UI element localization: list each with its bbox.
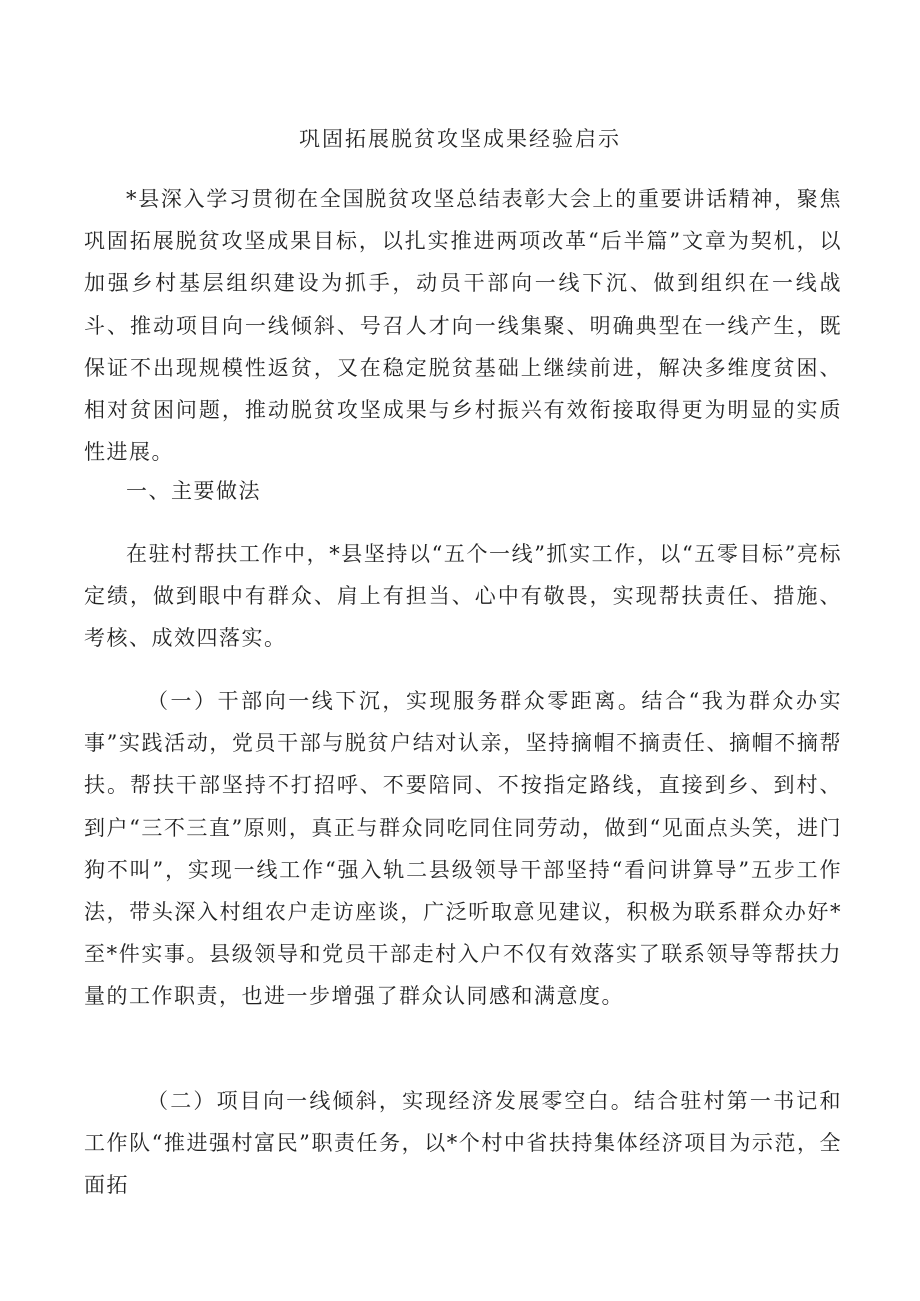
- item-1-paragraph: （一）干部向一线下沉，实现服务群众零距离。结合“我为群众办实事”实践活动，党员干部与脱贫户结对认亲，坚持摘帽不摘责任、摘帽不摘帮扶。帮扶干部坚持不打招呼、不要陪同、不按指定路线，直接到乡、到村、到户“三不三直”原则，真正与群众同吃同住同劳动，做到“见面点头笑，进门狗不叫”，实现一线工作“强入轨二县级领导干部坚持“看问讲算导”五步工作法，带头深入村组农户走访座谈，广泛听取意见建议，积极为联系群众办好*至*件实事。县级领导和党员干部走村入户不仅有效落实了联系领导等帮扶力量的工作职责，也进一步增强了群众认同感和满意度。: [84, 689, 842, 1009]
- section-summary-paragraph: 在驻村帮扶工作中，*县坚持以“五个一线”抓实工作，以“五零目标”亮标定绩，做到眼中有群众、肩上有担当、心中有敬畏，实现帮扶责任、措施、考核、成效四落实。: [84, 542, 842, 651]
- document-title: 巩固拓展脱贫攻坚成果经验启示: [299, 127, 621, 151]
- section-heading-main-practices: 一、主要做法: [126, 479, 261, 503]
- item-2-paragraph: （二）项目向一线倾斜，实现经济发展零空白。结合驻村第一书记和工作队“推进强村富民”职责任务，以*个村中省扶持集体经济项目为示范，全面拓: [84, 1089, 842, 1198]
- intro-paragraph: *县深入学习贯彻在全国脱贫攻坚总结表彰大会上的重要讲话精神，聚焦巩固拓展脱贫攻坚成果目标，以扎实推进两项改革“后半篇”文章为契机，以加强乡村基层组织建设为抓手，动员干部向一线下沉、做到组织在一线战斗、推动项目向一线倾斜、号召人才向一线集聚、明确典型在一线产生，既保证不出现规模性返贫，又在稳定脱贫基础上继续前进，解决多维度贫困、相对贫困问题，推动脱贫攻坚成果与乡村振兴有效衔接取得更为明显的实质性进展。: [84, 187, 842, 465]
